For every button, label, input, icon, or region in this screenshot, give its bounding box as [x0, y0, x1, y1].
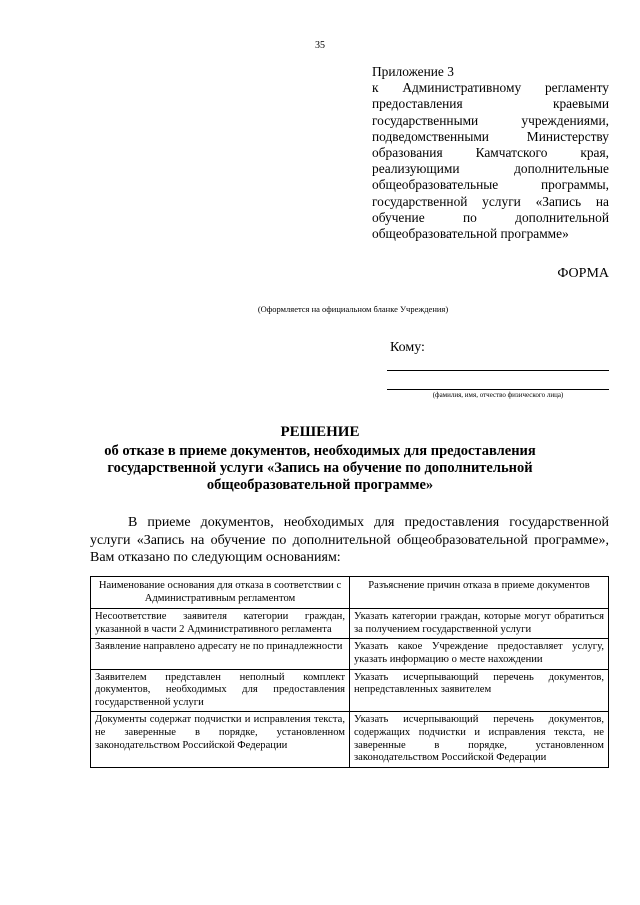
table-row — [91, 609, 609, 639]
cell-explanation: Указать исчерпывающий перечень документов, содержащих подчистки и исправления текста, не заверенные в порядке, установленном законодательством Российской Федерации — [350, 712, 609, 767]
table-row — [91, 712, 609, 767]
decision-title-block — [60, 424, 580, 494]
cell-ground: Заявителем представлен неполный комплект документов, необходимых для предоставления государственной услуги — [91, 669, 350, 712]
cell-explanation: Указать исчерпывающий перечень документов, непредставленных заявителем — [350, 669, 609, 712]
appendix-text: к Административному регламенту предоставления краевыми государственными учреждениями, подведомственными Министерству образования Камчатского края, реализующими дополнительные общеобразовательные программы, государственной услуги «Запись на обучение по дополнительной общеобразовательной программе» — [372, 80, 609, 242]
blank-note: (Оформляется на официальном бланке Учреждения) — [257, 304, 449, 314]
cell-explanation: Указать какое Учреждение предоставляет услугу, указать информацию о месте нахождении — [350, 639, 609, 669]
cell-ground: Несоответствие заявителя категории граждан, указанной в части 2 Административного регламента — [91, 609, 350, 639]
refusal-grounds-table — [90, 576, 609, 768]
page-number: 35 — [315, 40, 325, 51]
recipient-line-2 — [387, 389, 609, 390]
decision-subtitle: об отказе в приеме документов, необходимых для предоставления государственной услуги «Запись на обучение по дополнительной общеобразовательной программе» — [104, 443, 536, 493]
recipient-label: Кому: — [390, 340, 425, 355]
header-ground: Наименование основания для отказа в соответствии с Административным регламентом — [91, 577, 350, 609]
table-row — [91, 639, 609, 669]
cell-ground: Документы содержат подчистки и исправления текста, не заверенные в порядке, установленном законодательством Российской Федерации — [91, 712, 350, 767]
table-row — [91, 669, 609, 712]
form-label: ФОРМА — [557, 266, 609, 281]
appendix-title: Приложение 3 — [372, 64, 454, 79]
cell-ground: Заявление направлено адресату не по принадлежности — [91, 639, 350, 669]
intro-paragraph: В приеме документов, необходимых для предоставления государственной услуги «Запись на обучение по дополнительной общеобразовательной программе», Вам отказано по следующим основаниям: — [90, 515, 609, 565]
header-explanation: Разъяснение причин отказа в приеме документов — [350, 577, 609, 609]
cell-explanation: Указать категории граждан, которые могут обратиться за получением государственной услуги — [350, 609, 609, 639]
recipient-line-1 — [387, 370, 609, 371]
recipient-fio-note: (фамилия, имя, отчество физического лица) — [432, 391, 564, 399]
decision-heading: РЕШЕНИЕ — [280, 424, 360, 440]
appendix-block — [372, 64, 609, 242]
table-header-row — [91, 577, 609, 609]
